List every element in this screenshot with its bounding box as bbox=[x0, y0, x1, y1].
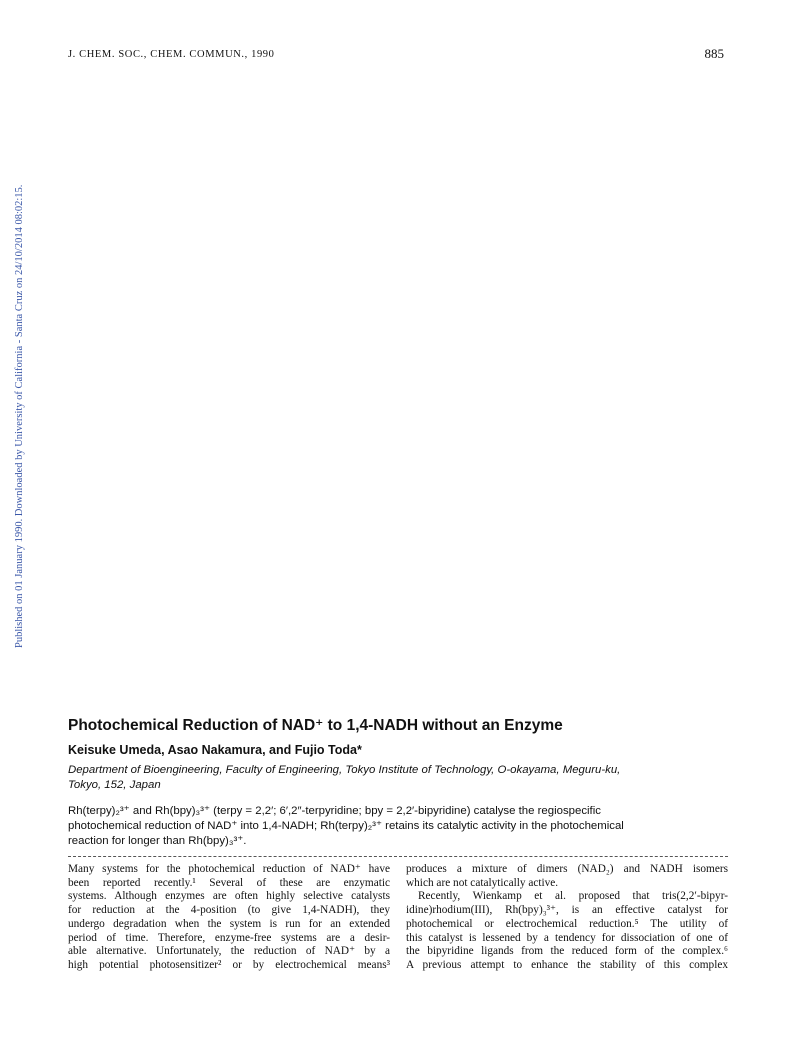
page-number: 885 bbox=[704, 46, 724, 61]
body-line: undergo degradation when the system is run for an extended bbox=[68, 917, 390, 930]
body-line: Many systems for the photochemical reduction of NAD⁺ have bbox=[68, 863, 390, 875]
body-line: photochemical or electrochemical reduction.⁵ The utility of bbox=[406, 917, 728, 930]
body-column-left bbox=[68, 863, 390, 973]
body-column-right bbox=[406, 863, 728, 973]
affiliation-line: Tokyo, 152, Japan bbox=[68, 779, 161, 791]
body-line: systems. Although enzymes are often highly selective catalysts bbox=[68, 890, 390, 903]
download-stamp: Published on 01 January 1990. Downloaded by University of California - Santa Cruz on 24/10/2014 08:02:15. bbox=[14, 184, 25, 648]
abstract-line: reaction for longer than Rh(bpy)₃³⁺. bbox=[68, 835, 247, 847]
body-line: the bipyridine ligands from the reduced form of the complex.⁶ bbox=[406, 945, 728, 958]
abstract-line: Rh(terpy)₂³⁺ and Rh(bpy)₃³⁺ (terpy = 2,2′; 6′,2″-terpyridine; bpy = 2,2′-bipyridine) catalyse the regiospecific bbox=[68, 805, 601, 817]
running-head: J. CHEM. SOC., CHEM. COMMUN., 1990 bbox=[68, 49, 275, 60]
affiliation bbox=[68, 763, 728, 793]
body-line: A previous attempt to enhance the stability of this complex bbox=[406, 958, 728, 971]
body-line: this catalyst is lessened by a tendency for dissociation of one of bbox=[406, 931, 728, 944]
body-line: period of time. Therefore, enzyme-free systems are a desir- bbox=[68, 931, 390, 944]
body-line: produces a mixture of dimers (NAD₂) and NADH isomers bbox=[406, 863, 728, 875]
section-divider bbox=[68, 856, 728, 857]
body-line: Recently, Wienkamp et al. proposed that tris(2,2′-bipyr- bbox=[418, 890, 728, 903]
body-line: idine)rhodium(III), Rh(bpy)₃³⁺, is an effective catalyst for bbox=[406, 904, 728, 917]
body-line: which are not catalytically active. bbox=[406, 876, 559, 889]
body-line: able alternative. Unfortunately, the reduction of NAD⁺ by a bbox=[68, 945, 390, 958]
body-line: for reduction at the 4-position (to give 1,4-NADH), they bbox=[68, 904, 390, 917]
affiliation-line: Department of Bioengineering, Faculty of Engineering, Tokyo Institute of Technology, O-okayama, Meguru-ku, bbox=[68, 764, 621, 776]
abstract bbox=[68, 804, 730, 849]
body-line: high potential photosensitizer² or by electrochemical means³ bbox=[68, 958, 390, 971]
author-list: Keisuke Umeda, Asao Nakamura, and Fujio Toda* bbox=[68, 743, 362, 757]
abstract-line: photochemical reduction of NAD⁺ into 1,4-NADH; Rh(terpy)₂³⁺ retains its catalytic activity in the photochemical bbox=[68, 820, 624, 832]
body-line: been reported recently.¹ Several of these are enzymatic bbox=[68, 876, 390, 889]
article-title: Photochemical Reduction of NAD⁺ to 1,4-NADH without an Enzyme bbox=[68, 717, 563, 734]
